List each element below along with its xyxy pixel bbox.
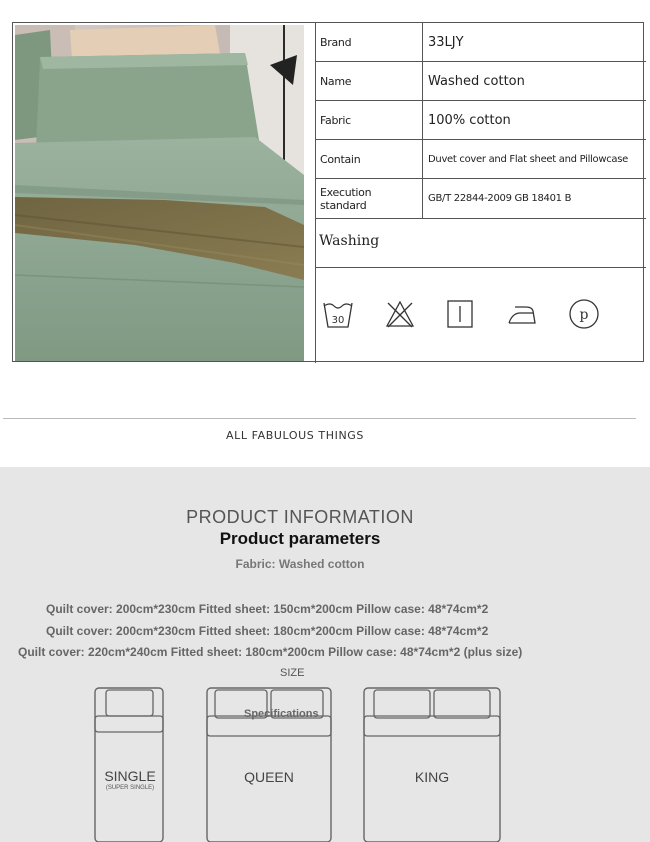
dry-clean-letter: p	[579, 307, 589, 323]
spec-line-1: Quilt cover: 200cm*230cm Fitted sheet: 150cm*200cm Pillow case: 48*74cm*2	[46, 602, 489, 616]
spec-value: 33LJY	[422, 23, 646, 61]
wash-30-icon	[322, 297, 354, 331]
spec-line-3: Quilt cover: 220cm*240cm Fitted sheet: 180cm*200cm Pillow case: 48*74cm*2 (plus size)	[18, 645, 523, 659]
size-label: SIZE	[280, 667, 305, 679]
fabric-line: Fabric: Washed cotton	[235, 557, 365, 571]
spec-row-name	[316, 62, 646, 101]
spec-key: Name	[320, 74, 352, 88]
spec-row-standard	[316, 179, 646, 219]
spec-row-brand	[316, 23, 646, 62]
product-parameters-heading: Product parameters	[219, 529, 381, 548]
spec-key: Fabric	[320, 113, 351, 127]
line-dry-icon	[444, 297, 476, 331]
spec-key: Contain	[320, 152, 361, 166]
no-bleach-icon	[384, 297, 416, 331]
bedding-photo	[15, 25, 304, 361]
spec-block	[12, 22, 644, 362]
spec-row-washing	[316, 219, 646, 268]
section-divider	[3, 418, 636, 419]
spec-row-contain	[316, 140, 646, 179]
spec-value: GB/T 22844-2009 GB 18401 B	[422, 179, 646, 218]
bed-size-queen: QUEEN	[244, 769, 294, 785]
product-info-panel	[0, 467, 650, 842]
dry-clean-icon	[568, 297, 600, 331]
spec-line-2: Quilt cover: 200cm*230cm Fitted sheet: 180cm*200cm Pillow case: 48*74cm*2	[46, 624, 489, 638]
spec-value: 100% cotton	[422, 101, 646, 139]
iron-icon	[506, 297, 538, 331]
bed-size-single: SINGLE	[104, 768, 156, 784]
single-bed-illustration	[92, 686, 168, 842]
king-bed-illustration	[362, 686, 502, 842]
product-info-title: PRODUCT INFORMATION	[186, 507, 414, 527]
spec-key: Execution standard	[320, 185, 372, 212]
spec-value: Washed cotton	[422, 62, 646, 100]
spec-table	[315, 23, 645, 363]
spec-row-fabric	[316, 101, 646, 140]
tagline: ALL FABULOUS THINGS	[225, 429, 364, 442]
bed-size-single-note: (SUPER SINGLE)	[105, 785, 155, 791]
spec-value: Duvet cover and Flat sheet and Pillowcase	[422, 140, 646, 178]
bed-size-king: KING	[414, 769, 450, 785]
washing-label: Washing	[319, 233, 380, 249]
wash-temperature: 30	[331, 315, 345, 326]
specifications-label: Specifications	[244, 708, 319, 720]
spec-key: Brand	[320, 35, 352, 49]
